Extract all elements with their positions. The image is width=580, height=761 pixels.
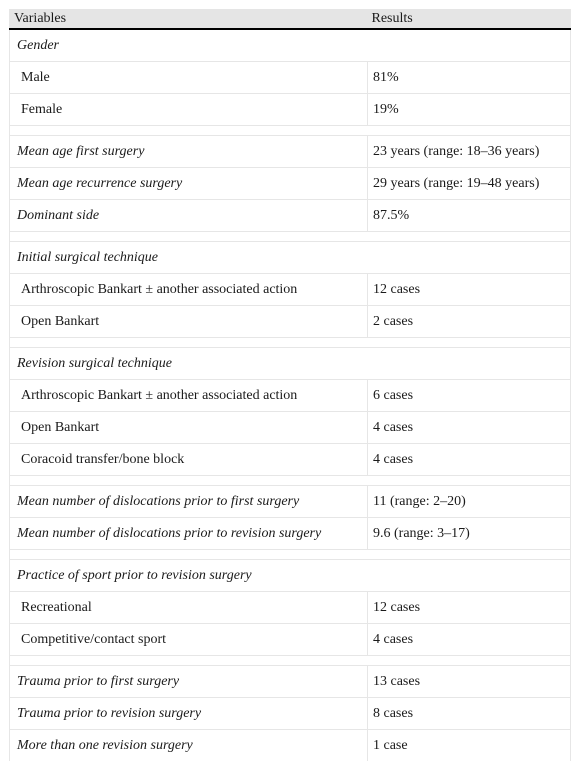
separator-row xyxy=(10,338,571,348)
row-label: Arthroscopic Bankart ± another associated action xyxy=(10,274,368,306)
separator-row xyxy=(10,550,571,560)
row-value: 87.5% xyxy=(368,200,571,232)
separator-cell xyxy=(10,232,571,242)
row-label: Female xyxy=(10,94,368,126)
row-value: 12 cases xyxy=(368,274,571,306)
row-label: Arthroscopic Bankart ± another associated action xyxy=(10,380,368,412)
row-label: Competitive/contact sport xyxy=(10,624,368,656)
row-value: 6 cases xyxy=(368,380,571,412)
table-row xyxy=(10,592,571,624)
group-heading-row xyxy=(10,348,571,380)
table-row xyxy=(10,666,571,698)
table-row xyxy=(10,730,571,761)
table-row xyxy=(10,624,571,656)
separator-cell xyxy=(10,126,571,136)
separator-cell xyxy=(10,656,571,666)
group-heading-row xyxy=(10,29,571,62)
table-row xyxy=(10,306,571,338)
group-heading: Revision surgical technique xyxy=(10,348,571,380)
header-results: Results xyxy=(368,9,571,29)
separator-cell xyxy=(10,476,571,486)
row-label: Dominant side xyxy=(10,200,368,232)
row-value: 4 cases xyxy=(368,624,571,656)
separator-row xyxy=(10,126,571,136)
row-value: 29 years (range: 19–48 years) xyxy=(368,168,571,200)
row-value: 19% xyxy=(368,94,571,126)
separator-cell xyxy=(10,338,571,348)
row-value: 11 (range: 2–20) xyxy=(368,486,571,518)
table-row xyxy=(10,698,571,730)
separator-row xyxy=(10,232,571,242)
table-row xyxy=(10,486,571,518)
row-label: More than one revision surgery xyxy=(10,730,368,761)
separator-cell xyxy=(10,550,571,560)
header-variables: Variables xyxy=(10,9,368,29)
group-heading: Gender xyxy=(10,29,571,62)
row-value: 81% xyxy=(368,62,571,94)
row-label: Male xyxy=(10,62,368,94)
row-value: 2 cases xyxy=(368,306,571,338)
row-value: 13 cases xyxy=(368,666,571,698)
row-label: Mean number of dislocations prior to revision surgery xyxy=(10,518,368,550)
row-label: Mean age first surgery xyxy=(10,136,368,168)
row-label: Mean number of dislocations prior to first surgery xyxy=(10,486,368,518)
table-row xyxy=(10,380,571,412)
table-row xyxy=(10,62,571,94)
row-label: Open Bankart xyxy=(10,412,368,444)
separator-row xyxy=(10,476,571,486)
table-container xyxy=(9,9,570,761)
table-header-row xyxy=(10,9,571,29)
group-heading: Practice of sport prior to revision surgery xyxy=(10,560,571,592)
group-heading-row xyxy=(10,242,571,274)
row-value: 8 cases xyxy=(368,698,571,730)
table-row xyxy=(10,168,571,200)
row-value: 4 cases xyxy=(368,412,571,444)
row-value: 4 cases xyxy=(368,444,571,476)
row-label: Mean age recurrence surgery xyxy=(10,168,368,200)
row-label: Trauma prior to revision surgery xyxy=(10,698,368,730)
table-body xyxy=(10,29,571,761)
row-label: Recreational xyxy=(10,592,368,624)
table-row xyxy=(10,94,571,126)
row-label: Open Bankart xyxy=(10,306,368,338)
row-value: 23 years (range: 18–36 years) xyxy=(368,136,571,168)
row-label: Coracoid transfer/bone block xyxy=(10,444,368,476)
group-heading-row xyxy=(10,560,571,592)
group-heading: Initial surgical technique xyxy=(10,242,571,274)
row-value: 9.6 (range: 3–17) xyxy=(368,518,571,550)
row-label: Trauma prior to first surgery xyxy=(10,666,368,698)
table-row xyxy=(10,274,571,306)
row-value: 12 cases xyxy=(368,592,571,624)
row-value: 1 case xyxy=(368,730,571,761)
table-row xyxy=(10,136,571,168)
table-row xyxy=(10,518,571,550)
table-row xyxy=(10,412,571,444)
table-row xyxy=(10,444,571,476)
results-table xyxy=(9,9,571,761)
separator-row xyxy=(10,656,571,666)
table-row xyxy=(10,200,571,232)
